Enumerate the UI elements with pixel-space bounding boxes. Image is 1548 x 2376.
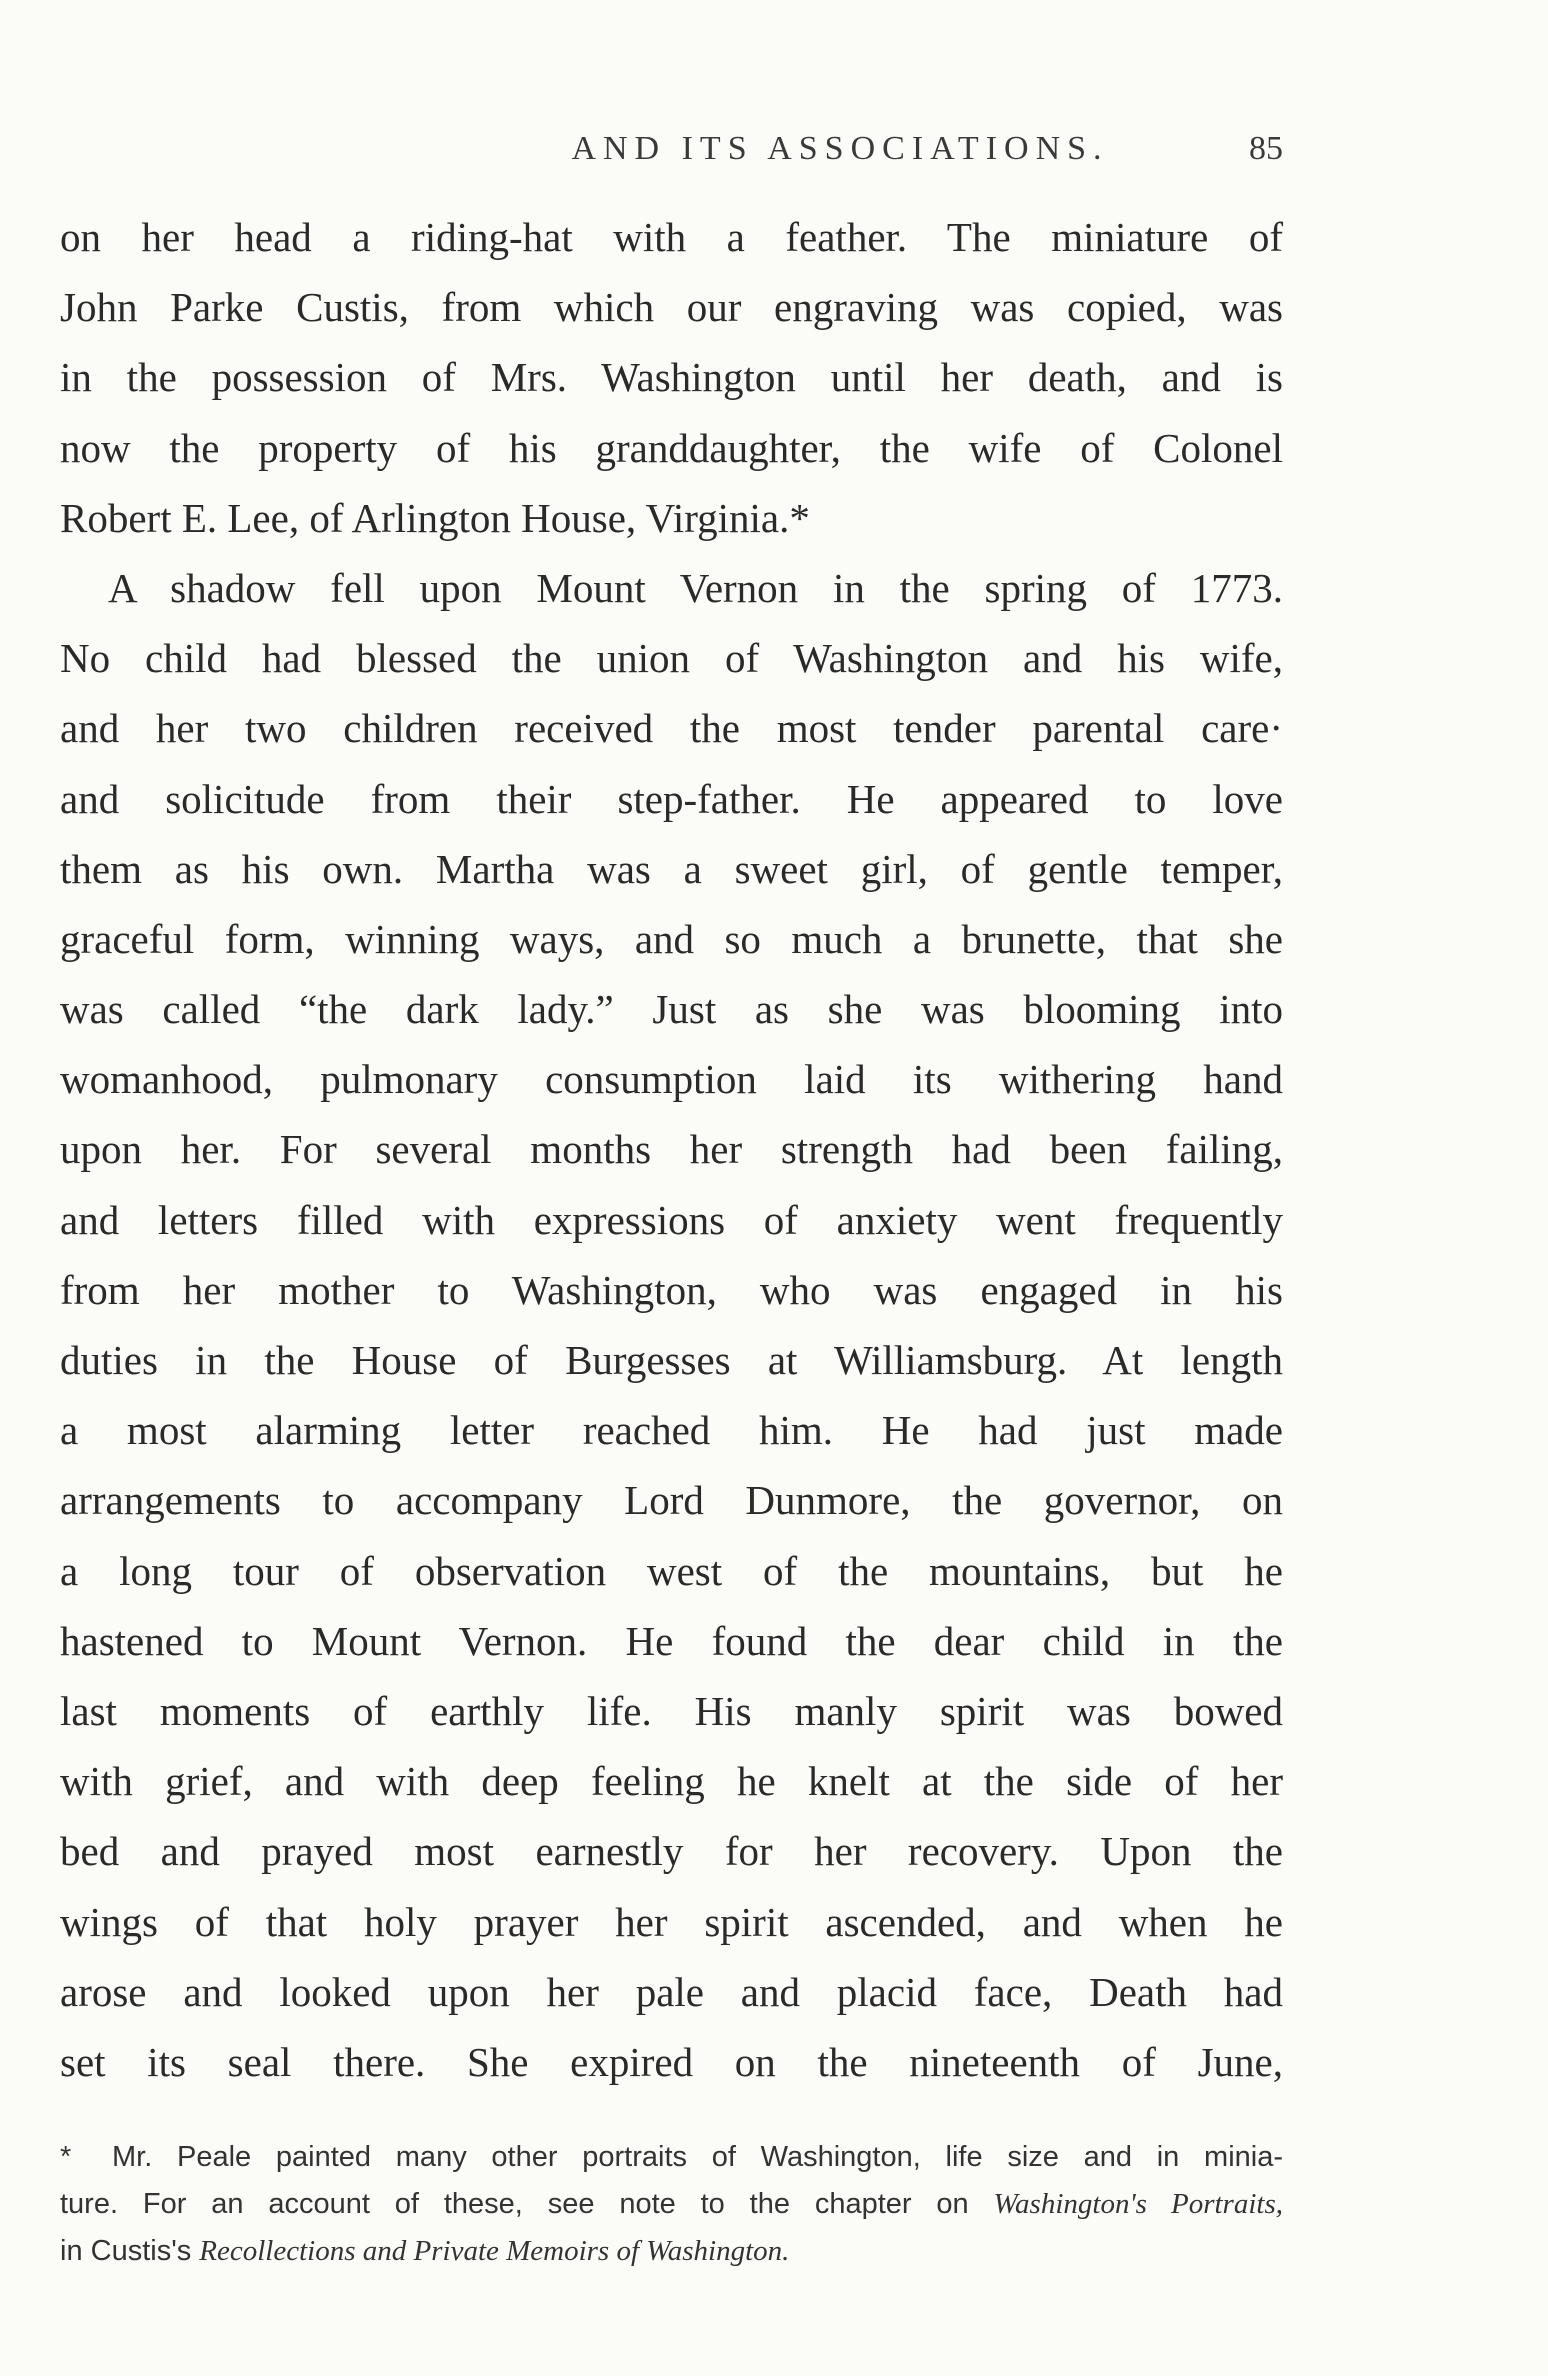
- footnote-text: ture. For an account of these, see note to the chapter on: [60, 2188, 994, 2220]
- text-line: Robert E. Lee, of Arlington House, Virginia.*: [60, 494, 810, 541]
- footnote-italic-title: Washington's Portraits,: [993, 2188, 1283, 2220]
- text-line: on her head a riding-hat with a feather. The miniature of: [60, 214, 1283, 260]
- text-line: hastened to Mount Vernon. He found the dear child in the: [60, 1617, 1283, 1664]
- text-line: a long tour of observation west of the mountains, but he: [60, 1547, 1283, 1594]
- text-line: a most alarming letter reached him. He had just made: [60, 1407, 1283, 1454]
- text-line: No child had blessed the union of Washington and his wife,: [60, 635, 1283, 682]
- footnote: [60, 2134, 1283, 2275]
- text-line: womanhood, pulmonary consumption laid its withering hand: [60, 1056, 1283, 1103]
- text-line: from her mother to Washington, who was engaged in his: [60, 1266, 1283, 1313]
- text-line: in the possession of Mrs. Washington until her death, and is: [60, 354, 1283, 401]
- text-line: last moments of earthly life. His manly spirit was bowed: [60, 1687, 1283, 1734]
- text-line: now the property of his granddaughter, the wife of Colonel: [60, 424, 1283, 471]
- text-line: John Parke Custis, from which our engraving was copied, was: [60, 284, 1283, 331]
- body-text: [60, 202, 1283, 2097]
- text-line: and letters filled with expressions of anxiety went frequently: [60, 1196, 1283, 1243]
- text-line: arrangements to accompany Lord Dunmore, the governor, on: [60, 1477, 1283, 1524]
- footnote-line: [60, 2134, 1283, 2181]
- footnote-line: [60, 2228, 1283, 2275]
- page-number: 85: [1249, 130, 1283, 167]
- footnote-marker: *: [60, 2141, 72, 2173]
- text-line: arose and looked upon her pale and placid face, Death had: [60, 1968, 1283, 2015]
- text-line: A shadow fell upon Mount Vernon in the spring of 1773.: [108, 564, 1283, 611]
- text-line: upon her. For several months her strength had been failing,: [60, 1126, 1283, 1173]
- running-title: AND ITS ASSOCIATIONS.: [571, 130, 1109, 167]
- text-line: with grief, and with deep feeling he knelt at the side of her: [60, 1758, 1283, 1805]
- text-line: duties in the House of Burgesses at Williamsburg. At length: [60, 1337, 1283, 1383]
- text-line: graceful form, winning ways, and so much a brunette, that she: [60, 915, 1283, 962]
- text-line: and her two children received the most tender parental care·: [60, 705, 1283, 752]
- text-line: them as his own. Martha was a sweet girl, of gentle temper,: [60, 845, 1283, 892]
- text-line: and solicitude from their step-father. He appeared to love: [60, 775, 1283, 822]
- footnote-italic-title: Recollections and Private Memoirs of Washington.: [199, 2235, 790, 2267]
- text-line: wings of that holy prayer her spirit ascended, and when he: [60, 1898, 1283, 1945]
- text-line: was called “the dark lady.” Just as she was blooming into: [60, 986, 1283, 1033]
- footnote-text: Mr. Peale painted many other portraits of Washington, life size and in minia-: [112, 2141, 1283, 2173]
- text-line: bed and prayed most earnestly for her recovery. Upon the: [60, 1828, 1283, 1875]
- text-line: set its seal there. She expired on the nineteenth of June,: [60, 2038, 1283, 2085]
- footnote-text: in Custis's: [60, 2235, 200, 2267]
- footnote-line: [60, 2181, 1283, 2228]
